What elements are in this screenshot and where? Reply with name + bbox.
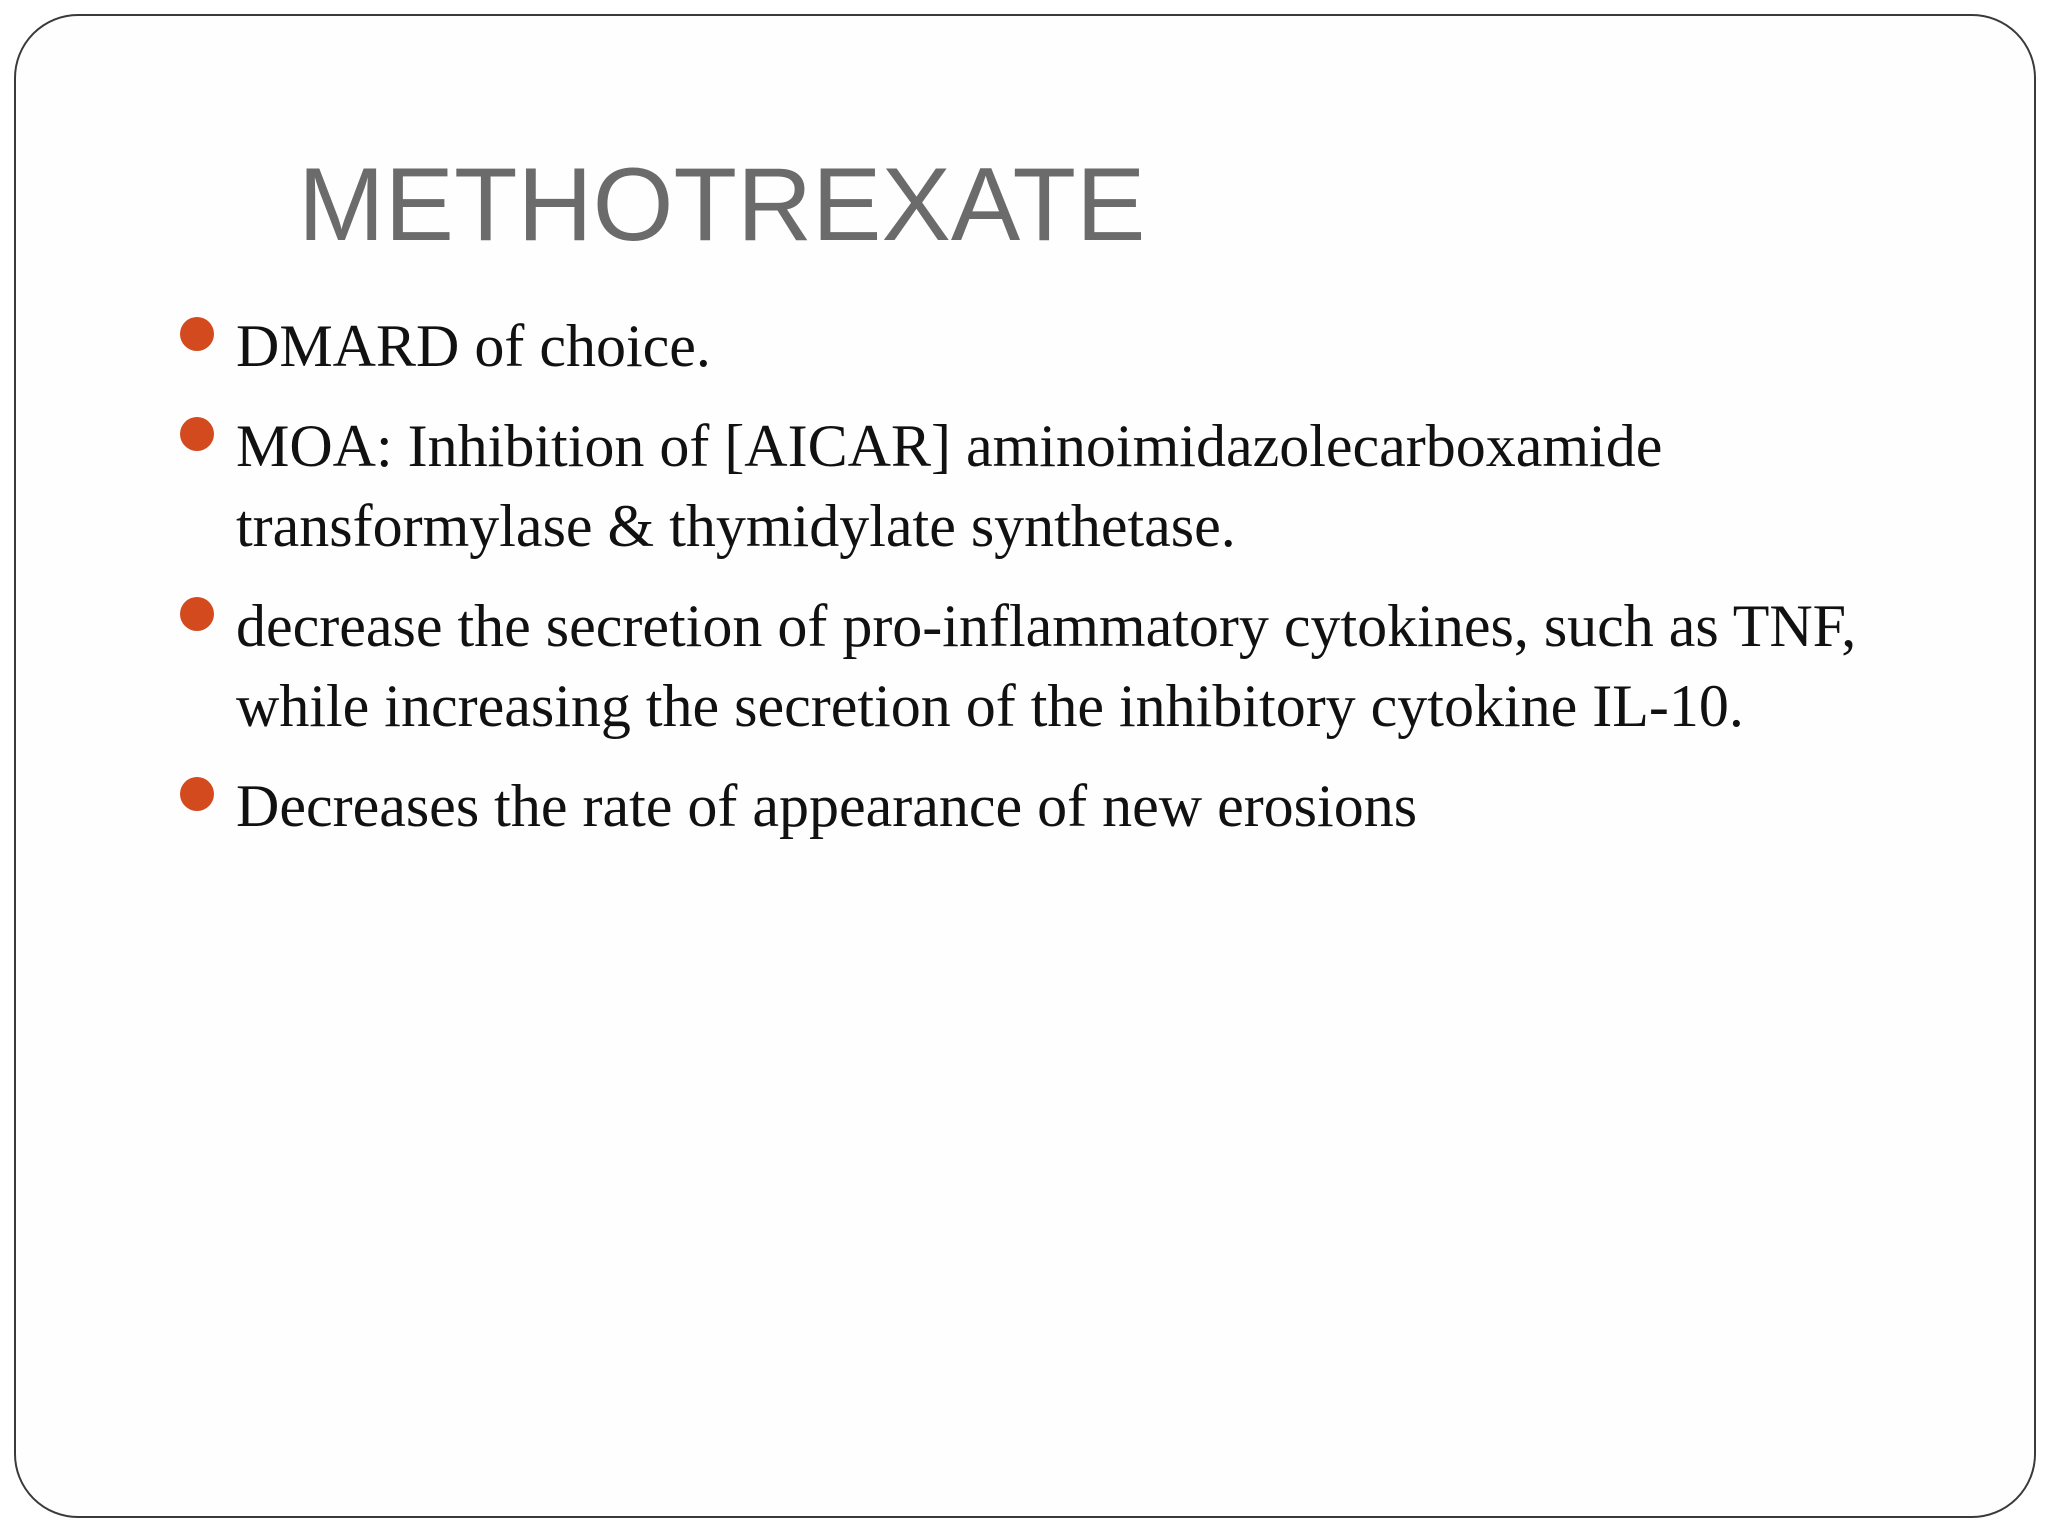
bullet-text: decrease the secretion of pro-inflammatory cytokines, such as TNF, while increasing the secretion of the inhibitory cytokine IL-10. [236, 593, 1857, 739]
bullet-list [176, 306, 1996, 866]
bullet-text: Decreases the rate of appearance of new erosions [236, 773, 1418, 839]
bullet-text: MOA: Inhibition of [AICAR] aminoimidazolecarboxamide transformylase & thymidylate synthetase. [236, 413, 1663, 559]
bullet-icon [180, 777, 214, 811]
bullet-item [176, 586, 1996, 746]
bullet-icon [180, 417, 214, 451]
bullet-icon [180, 317, 214, 351]
slide-title: METHOTREXATE [298, 147, 1146, 263]
bullet-item [176, 766, 1996, 846]
bullet-item [176, 306, 1996, 386]
slide-frame [14, 14, 2036, 1518]
bullet-text: DMARD of choice. [236, 313, 711, 379]
bullet-item [176, 406, 1996, 566]
bullet-icon [180, 597, 214, 631]
